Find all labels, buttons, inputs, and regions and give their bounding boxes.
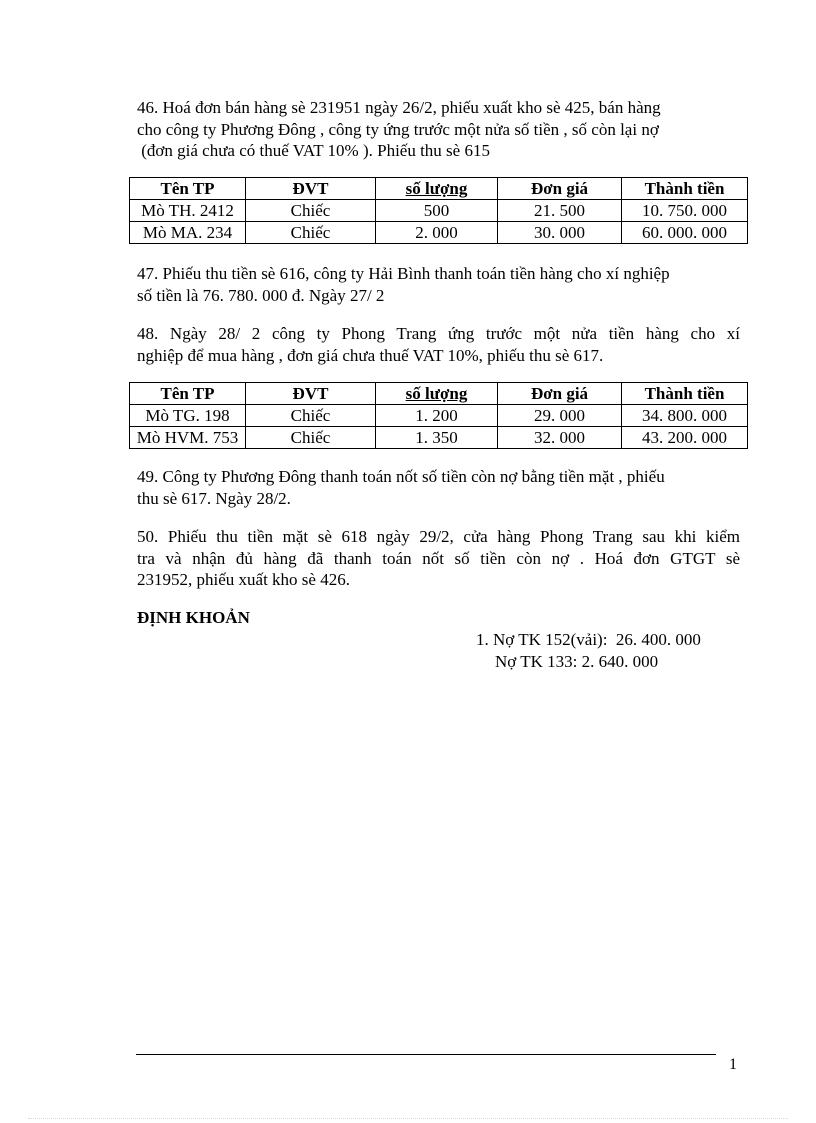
cell-unit-price: 30. 000	[498, 222, 622, 244]
cell-quantity: 500	[376, 200, 498, 222]
cell-product: Mò TG. 198	[130, 405, 246, 427]
product-table-2	[129, 382, 748, 449]
cell-unit: Chiếc	[246, 405, 376, 427]
exercise-47-line-2: số tiền là 76. 780. 000 đ. Ngày 27/ 2	[137, 285, 385, 305]
exercise-50-line-3: 231952, phiếu xuất kho sè 426.	[137, 570, 350, 589]
cell-amount: 60. 000. 000	[622, 222, 748, 244]
header-quantity: số lượng	[376, 383, 498, 405]
exercise-46-line-1: 46. Hoá đơn bán hàng sè 231951 ngày 26/2, phiếu xuất kho sè 425, bán hàng	[137, 98, 661, 117]
exercise-49-line-2: thu sè 617. Ngày 28/2.	[137, 488, 291, 508]
page-number: 1	[729, 1056, 737, 1073]
journal-entry-2: Nợ TK 133: 2. 640. 000	[495, 652, 659, 671]
exercise-48-line-2: nghiệp để mua hàng , đơn giá chưa thuế VAT 10%, phiếu thu sè 617.	[137, 345, 604, 365]
header-unit-price: Đơn giá	[498, 383, 622, 405]
cell-product: Mò MA. 234	[130, 222, 246, 244]
table-header-row	[130, 383, 748, 405]
cell-amount: 10. 750. 000	[622, 200, 748, 222]
cell-unit-price: 29. 000	[498, 405, 622, 427]
header-unit-price: Đơn giá	[498, 178, 622, 200]
cell-product: Mò TH. 2412	[130, 200, 246, 222]
header-unit: ĐVT	[246, 383, 376, 405]
table-row	[130, 427, 748, 449]
cell-unit: Chiếc	[246, 200, 376, 222]
header-amount: Thành tiền	[622, 383, 748, 405]
header-product: Tên TP	[130, 178, 246, 200]
cell-quantity: 1. 350	[376, 427, 498, 449]
section-heading: ĐỊNH KHOẢN	[137, 608, 250, 627]
exercise-47	[137, 263, 740, 306]
product-table-1	[129, 177, 748, 244]
exercise-50-line-1: 50. Phiếu thu tiền mặt sè 618 ngày 29/2, cửa hàng Phong Trang sau khi kiểm	[137, 527, 740, 546]
page-edge-guide	[28, 1118, 788, 1119]
exercise-50-line-2: tra và nhận đủ hàng đã thanh toán nốt số tiền còn nợ . Hoá đơn GTGT sè	[137, 548, 740, 568]
table-row	[130, 405, 748, 427]
cell-unit: Chiếc	[246, 222, 376, 244]
cell-amount: 43. 200. 000	[622, 427, 748, 449]
exercise-49	[137, 466, 740, 509]
table-header-row	[130, 178, 748, 200]
exercise-46-line-3: (đơn giá chưa có thuế VAT 10% ). Phiếu thu sè 615	[137, 141, 490, 160]
cell-product: Mò HVM. 753	[130, 427, 246, 449]
footer-rule	[136, 1054, 716, 1055]
exercise-46	[137, 97, 740, 162]
cell-quantity: 1. 200	[376, 405, 498, 427]
header-product: Tên TP	[130, 383, 246, 405]
header-unit: ĐVT	[246, 178, 376, 200]
exercise-48	[137, 323, 740, 366]
header-quantity: số lượng	[376, 178, 498, 200]
cell-unit: Chiếc	[246, 427, 376, 449]
journal-entry-1: 1. Nợ TK 152(vải): 26. 400. 000	[476, 630, 701, 649]
exercise-46-line-2: cho công ty Phương Đông , công ty ứng trước một nửa số tiền , số còn lại nợ	[137, 119, 659, 139]
table-row	[130, 200, 748, 222]
exercise-47-line-1: 47. Phiếu thu tiền sè 616, công ty Hải Bình thanh toán tiền hàng cho xí nghiệp	[137, 264, 670, 283]
exercise-50	[137, 526, 740, 591]
table-row	[130, 222, 748, 244]
cell-amount: 34. 800. 000	[622, 405, 748, 427]
exercise-49-line-1: 49. Công ty Phương Đông thanh toán nốt số tiền còn nợ bằng tiền mặt , phiếu	[137, 467, 665, 486]
cell-unit-price: 21. 500	[498, 200, 622, 222]
header-amount: Thành tiền	[622, 178, 748, 200]
cell-quantity: 2. 000	[376, 222, 498, 244]
exercise-48-line-1: 48. Ngày 28/ 2 công ty Phong Trang ứng trước một nửa tiền hàng cho xí	[137, 324, 740, 343]
cell-unit-price: 32. 000	[498, 427, 622, 449]
